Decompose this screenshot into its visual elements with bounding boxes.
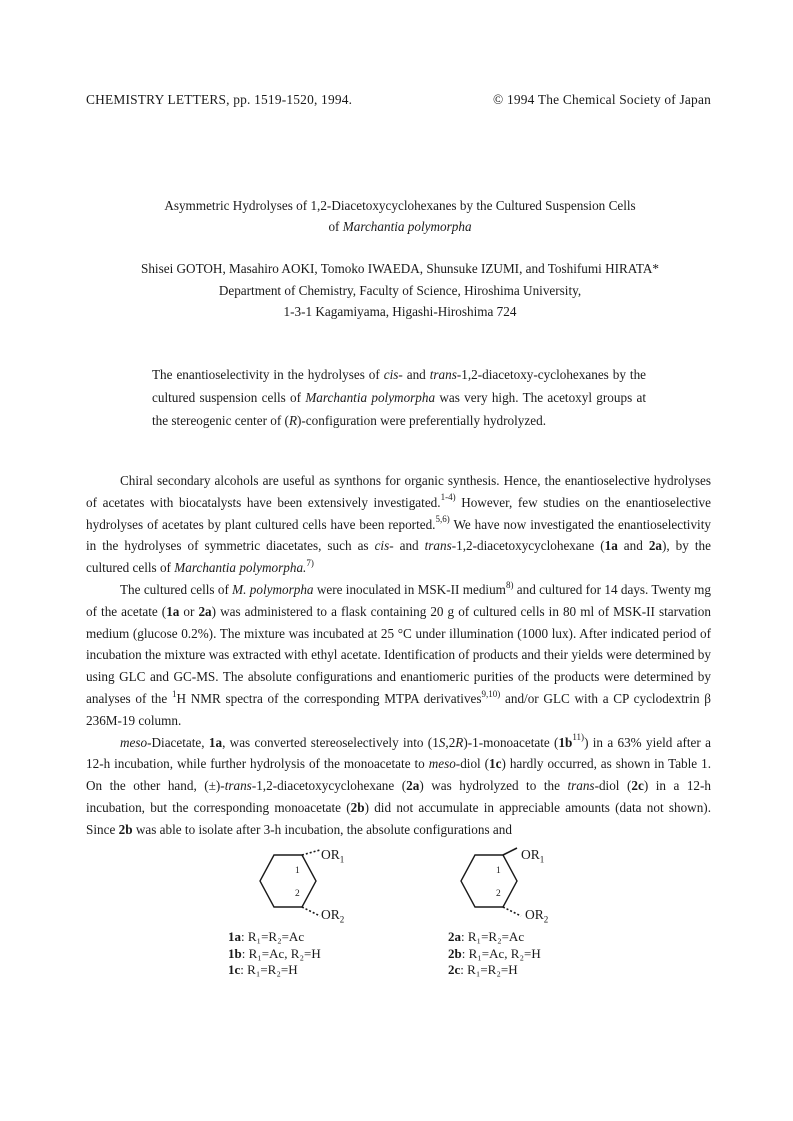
abstract — [152, 363, 646, 432]
legend-1a: 1a: R₁=R₂=Ac — [228, 929, 305, 944]
reference-7: 7) — [306, 557, 314, 568]
author-block — [90, 258, 710, 323]
paragraph-1: Chiral secondary alcohols are useful as synthons for organic synthesis. Hence, the enantioselective hydrolyses of acetates with biocatalysts have been extensively investigated.$^{1-4)}$ However, few studies on the enantioselective hydrolyses of acetates by plant cultured cells have been reported.$^{5,6)}$ We have now investigated the enantioselectivity in the hydrolyses of symmetric diacetates, such as cis- and trans-1,2-diacetoxycyclohexane (1a and 2a), by the cultured cells of Marchantia polymorpha.$^{7)}$ — [86, 473, 711, 576]
compound-legend-1 — [228, 929, 321, 979]
substituent-or2: $OR_2$ — [321, 907, 345, 925]
structure-trans-diacetate — [448, 845, 611, 980]
legend-1b: 1b: R₁=Ac, R₂=H — [228, 945, 321, 961]
atom-number-2: 2 — [496, 889, 501, 899]
affiliation-department: Department of Chemistry, Faculty of Science, Hiroshima University, — [218, 282, 582, 298]
paper-title — [90, 195, 710, 237]
reference-8: 8) — [505, 579, 514, 590]
journal-citation: CHEMISTRY LETTERS, pp. 1519-1520, 1994. — [86, 92, 353, 107]
legend-1c: 1c: R₁=R₂=H — [228, 962, 298, 977]
reference-9-10: 9,10) — [481, 688, 501, 699]
author-names: Shisei GOTOH, Masahiro AOKI, Tomoko IWAEDA, Shunsuke IZUMI, and Toshifumi HIRATA* — [141, 261, 659, 276]
title-line-1: Asymmetric Hydrolyses of 1,2-Diacetoxycyclohexanes by the Cultured Suspension Cells — [164, 198, 636, 213]
running-head — [86, 92, 711, 112]
cyclohexane-ring-cis — [250, 845, 370, 925]
cyclohexane-ring-trans — [451, 845, 571, 925]
paragraph-2: The cultured cells of M. polymorpha were inoculated in MSK-II medium$^{8)}$ and cultured for 14 days. Twenty mg of the acetate (1a or 2a) was administered to a flask containing 20 g of cultured cells in 80 ml of MSK-II starvation medium (glucose 0.2%). The mixture was incubated at 25 °C under illumination (1000 lux). After indicated period of incubation the mixture was extracted with ethyl acetate. Identification of products and their yields were determined by using GLC and GC-MS. The absolute configurations and enantiomeric purities of the products were determined by analyses of the $^1$H NMR spectra of the corresponding MTPA derivatives$^{9,10)}$ and/or GLC with a CP cyclodextrin β 236M-19 column. — [86, 579, 711, 728]
title-species: Marchantia polymorpha — [342, 219, 472, 234]
legend-2b: 2b: R₁=Ac, R₂=H — [448, 945, 541, 961]
atom-number-2: 2 — [295, 889, 300, 899]
reference-11: 11) — [572, 732, 585, 743]
structure-cis-diacetate — [228, 845, 410, 980]
substituent-or1: $OR_1$ — [321, 847, 345, 865]
substituent-or1: $OR_1$ — [521, 847, 545, 865]
legend-2a: 2a: R₁=R₂=Ac — [448, 929, 525, 944]
substituent-or2: $OR_2$ — [525, 907, 549, 925]
body-text — [86, 470, 711, 841]
atom-number-1: 1 — [295, 866, 300, 876]
reference-1-4: 1-4) — [440, 492, 456, 503]
title-prefix: of — [328, 219, 343, 234]
legend-2c: 2c: R₁=R₂=H — [448, 962, 518, 977]
affiliation-address: 1-3-1 Kagamiyama, Higashi-Hiroshima 724 — [283, 304, 517, 319]
copyright-notice: © 1994 The Chemical Society of Japan — [493, 92, 711, 107]
compound-legend-2 — [448, 929, 541, 979]
atom-number-1: 1 — [496, 866, 501, 876]
title-line-2 — [90, 216, 710, 237]
paragraph-3: meso-Diacetate, 1a, was converted stereoselectively into (1S,2R)-1-monoacetate $(1b^{11)})$ in a 63% yield after a 12-h incubation, while further hydrolysis of the monoacetate to meso-diol (1c) hardly occurred, as shown in Table 1. On the other hand, (±)-trans-1,2-diacetoxycyclohexane (2a) was hydrolyzed to the trans-diol (2c) in a 12-h incubation, but the corresponding monoacetate (2b) did not accumulate in appreciable amounts (data not shown). Since 2b was able to isolate after 3-h incubation, the absolute configurations and — [86, 732, 712, 837]
reference-5-6: 5,6) — [435, 514, 450, 525]
abstract-text: The enantioselectivity in the hydrolyses of cis- and trans-1,2-diacetoxy-cyclohexanes by the cultured suspension cells of Marchantia polymorpha was very high. The acetoxyl groups at the stereogenic center of (R)-configuration were preferentially hydrolyzed. — [152, 367, 647, 428]
